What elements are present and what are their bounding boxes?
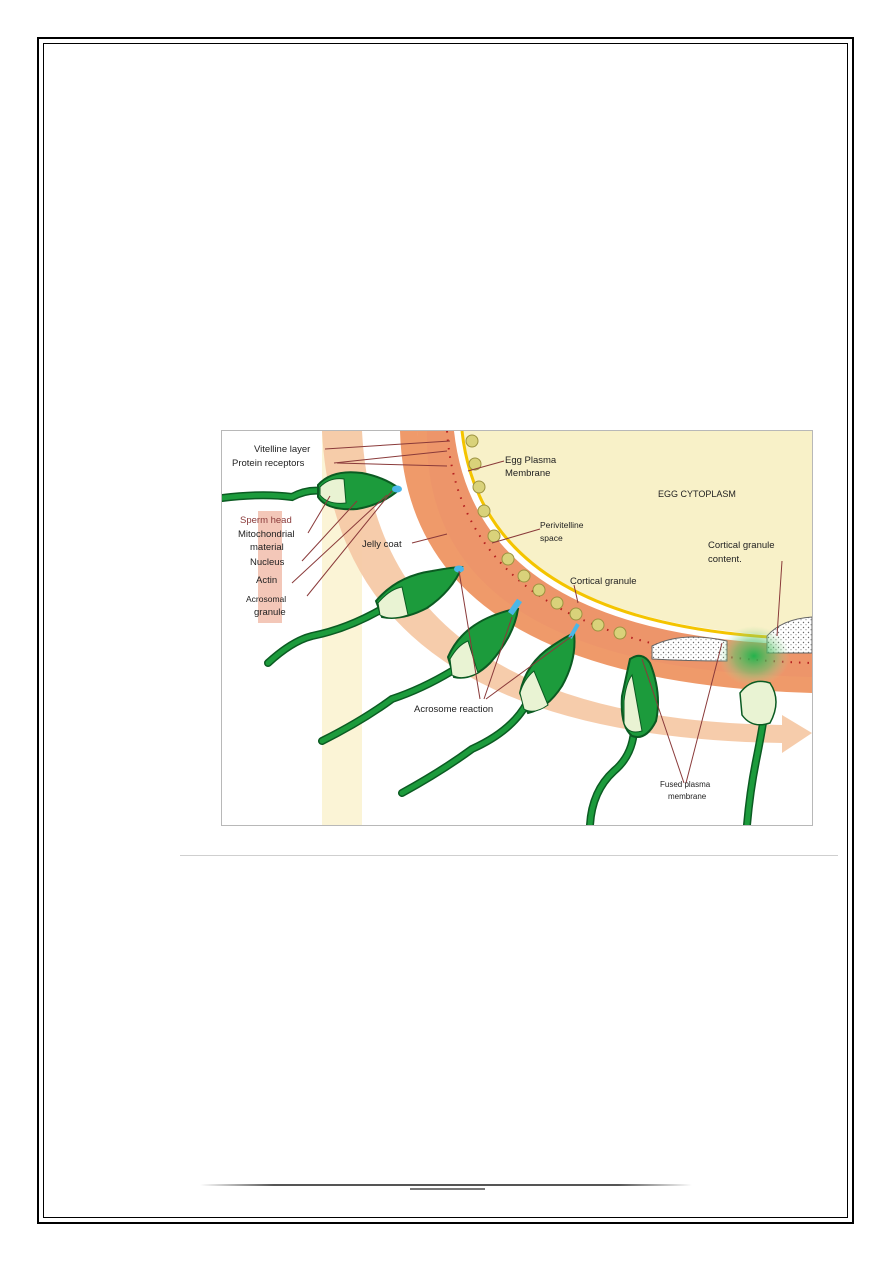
label-fused-1: Fused plasma: [660, 780, 711, 789]
label-acrosome-reaction: Acrosome reaction: [414, 704, 494, 715]
label-actin: Actin: [256, 575, 278, 586]
label-mitochondrial-2: material: [250, 542, 284, 553]
cortical-granule: [473, 481, 485, 493]
sperm-6-diffuse-nucleus: [718, 626, 790, 686]
label-egg-cytoplasm: EGG CYTOPLASM: [658, 489, 736, 499]
sperm-1: [222, 472, 402, 509]
fertilization-diagram-svg: [222, 431, 812, 825]
sperm-5: [590, 656, 658, 825]
horizontal-rule: [180, 855, 838, 856]
label-egg-plasma-2: Membrane: [505, 468, 551, 479]
cortical-granule: [614, 627, 626, 639]
sperm-1-acrosome: [392, 486, 402, 493]
label-sperm-head: Sperm head: [240, 515, 292, 526]
label-perivitelline-2: space: [540, 533, 563, 543]
cortical-granule: [488, 530, 500, 542]
label-perivitelline-1: Perivitelline: [540, 520, 584, 530]
sperm-4-tail-inner: [402, 703, 527, 793]
cortical-granule: [478, 505, 490, 517]
cortical-granule: [466, 435, 478, 447]
label-acrosomal-2: granule: [254, 607, 286, 618]
label-protein-receptors: Protein receptors: [232, 458, 305, 469]
label-nucleus: Nucleus: [250, 557, 285, 568]
cortical-granule: [570, 608, 582, 620]
label-cortical-content-1: Cortical granule: [708, 540, 775, 551]
label-fused-2: membrane: [668, 792, 707, 801]
label-cortical-content-2: content.: [708, 554, 742, 565]
fertilization-diagram: [221, 430, 813, 826]
cortical-granule: [533, 584, 545, 596]
label-acrosomal-1: Acrosomal: [246, 594, 287, 604]
label-mitochondrial-1: Mitochondrial: [238, 529, 295, 540]
label-cortical-granule: Cortical granule: [570, 576, 637, 587]
sperm-6-midpiece: [740, 681, 776, 724]
label-jelly-coat: Jelly coat: [362, 539, 402, 550]
footer-line: [200, 1184, 692, 1186]
cortical-granule: [518, 570, 530, 582]
label-egg-plasma-1: Egg Plasma: [505, 455, 557, 466]
sperm-5-tail: [590, 731, 634, 825]
cortical-granule: [592, 619, 604, 631]
footer-mark: [410, 1188, 485, 1190]
label-vitelline-layer: Vitelline layer: [254, 444, 311, 455]
cortical-granule: [551, 597, 563, 609]
cortical-granule: [502, 553, 514, 565]
